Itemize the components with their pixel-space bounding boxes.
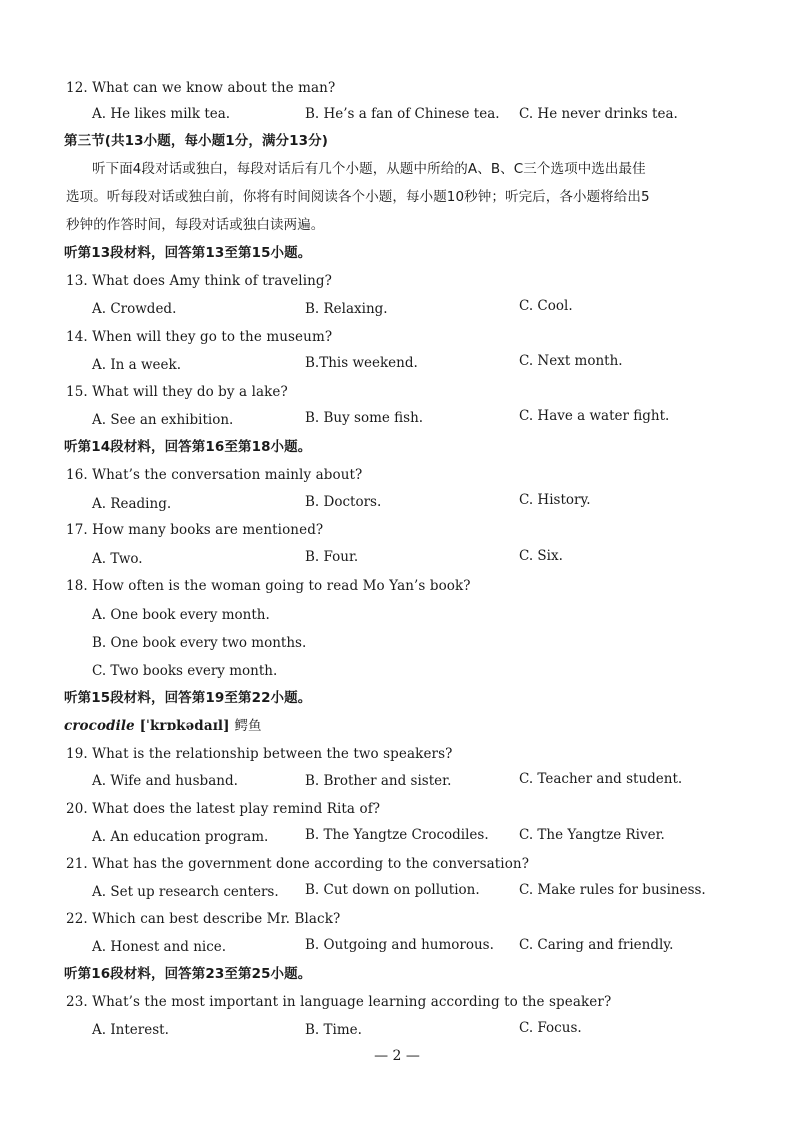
q22-option-c: C. Caring and friendly. [519, 937, 674, 953]
question-15: 15. What will they do by a lake? [66, 384, 288, 400]
q12-option-c: C. He never drinks tea. [519, 106, 678, 122]
q23-option-c: C. Focus. [519, 1020, 582, 1036]
question-13: 13. What does Amy think of traveling? [66, 273, 333, 289]
material-14-heading: 听第14段材料，回答第16至第18小题。 [64, 439, 312, 455]
question-20: 20. What does the latest play remind Rita of? [66, 801, 381, 817]
q16-option-c: C. History. [519, 492, 591, 508]
q20-option-c: C. The Yangtze River. [519, 827, 665, 843]
material-15-heading: 听第15段材料，回答第19至第22小题。 [64, 690, 312, 706]
q13-option-a: A. Crowded. [92, 301, 177, 317]
q20-option-b: B. The Yangtze Crocodiles. [305, 827, 489, 843]
section-3-instructions-line-3: 秒钟的作答时间，每段对话或独白读两遍。 [66, 217, 325, 233]
q14-option-a: A. In a week. [92, 357, 181, 373]
q15-option-a: A. See an exhibition. [92, 412, 234, 428]
question-18: 18. How often is the woman going to read Mo Yan’s book? [66, 578, 471, 594]
q14-option-b: B.This weekend. [305, 355, 418, 371]
q21-option-a: A. Set up research centers. [92, 884, 279, 900]
q18-option-c: C. Two books every month. [92, 663, 278, 679]
q15-option-c: C. Have a water fight. [519, 408, 670, 424]
q16-option-a: A. Reading. [92, 496, 172, 512]
question-14: 14. When will they go to the museum? [66, 329, 333, 345]
question-23: 23. What’s the most important in language learning according to the speaker? [66, 994, 612, 1010]
question-22: 22. Which can best describe Mr. Black? [66, 911, 341, 927]
q21-option-b: B. Cut down on pollution. [305, 882, 480, 898]
q17-option-b: B. Four. [305, 549, 359, 565]
q13-option-c: C. Cool. [519, 298, 573, 314]
q18-option-a: A. One book every month. [92, 607, 270, 623]
question-21: 21. What has the government done according to the conversation? [66, 856, 530, 872]
material-16-heading: 听第16段材料，回答第23至第25小题。 [64, 966, 312, 982]
q17-option-c: C. Six. [519, 548, 563, 564]
q15-option-b: B. Buy some fish. [305, 410, 424, 426]
vocab-phonetic: [ˈkrɒkədaɪl] [139, 718, 230, 734]
vocab-note [64, 717, 262, 735]
q17-option-a: A. Two. [92, 551, 143, 567]
vocab-meaning: 鳄鱼 [234, 718, 262, 734]
material-13-heading: 听第13段材料，回答第13至第15小题。 [64, 245, 312, 261]
q12-option-a: A. He likes milk tea. [92, 106, 231, 122]
vocab-word: crocodile [64, 718, 135, 734]
q14-option-c: C. Next month. [519, 353, 623, 369]
question-12: 12. What can we know about the man? [66, 80, 336, 96]
section-3-instructions-line-1: 听下面4段对话或独白，每段对话后有几个小题，从题中所给的A、B、C三个选项中选出最佳 [92, 161, 646, 177]
q19-option-a: A. Wife and husband. [92, 773, 238, 789]
q22-option-b: B. Outgoing and humorous. [305, 937, 494, 953]
page-number: — 2 — [374, 1048, 420, 1064]
question-16: 16. What’s the conversation mainly about? [66, 467, 363, 483]
q18-option-b: B. One book every two months. [92, 635, 307, 651]
q16-option-b: B. Doctors. [305, 494, 382, 510]
section-3-heading: 第三节(共13小题，每小题1分，满分13分) [64, 133, 329, 149]
q22-option-a: A. Honest and nice. [92, 939, 227, 955]
question-19: 19. What is the relationship between the two speakers? [66, 746, 453, 762]
q13-option-b: B. Relaxing. [305, 301, 388, 317]
q19-option-c: C. Teacher and student. [519, 771, 683, 787]
q19-option-b: B. Brother and sister. [305, 773, 452, 789]
q20-option-a: A. An education program. [92, 829, 269, 845]
q23-option-b: B. Time. [305, 1022, 362, 1038]
q12-option-b: B. He’s a fan of Chinese tea. [305, 106, 500, 122]
q21-option-c: C. Make rules for business. [519, 882, 706, 898]
q23-option-a: A. Interest. [92, 1022, 169, 1038]
section-3-instructions-line-2: 选项。听每段对话或独白前，你将有时间阅读各个小题，每小题10秒钟；听完后，各小题将给出5 [66, 189, 650, 205]
question-17: 17. How many books are mentioned? [66, 522, 324, 538]
